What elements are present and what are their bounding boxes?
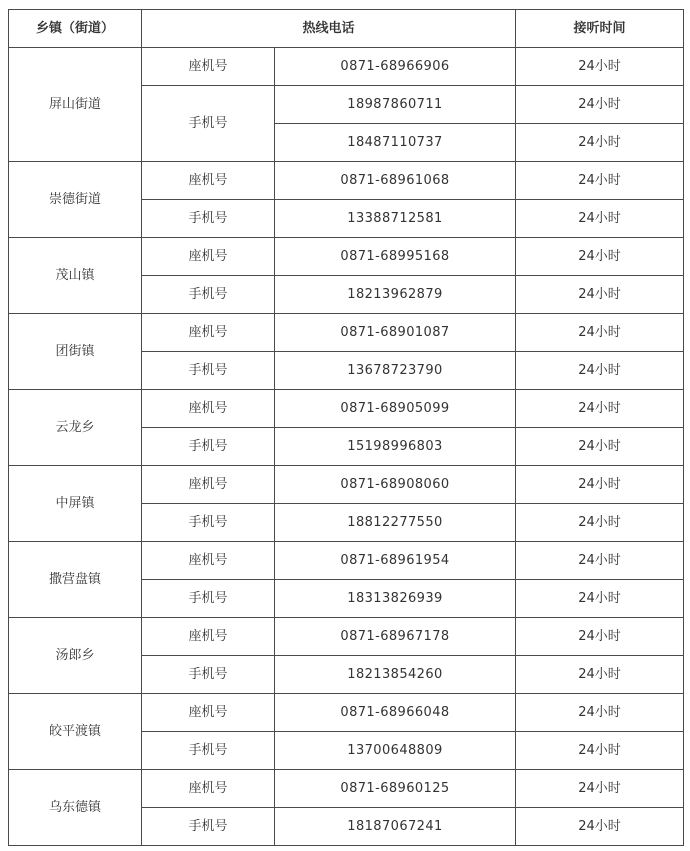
phone-type-cell: 手机号 [142,808,275,846]
table-row [9,162,684,200]
phone-number-cell: 0871-68905099 [275,390,516,428]
table-row [9,314,684,352]
header-hours: 接听时间 [516,10,684,48]
phone-number-cell: 18213962879 [275,276,516,314]
phone-type-cell: 座机号 [142,466,275,504]
township-cell: 撒营盘镇 [9,542,142,618]
phone-type-cell: 座机号 [142,162,275,200]
table-row [9,618,684,656]
hours-cell: 24小时 [516,580,684,618]
phone-number-cell: 0871-68961954 [275,542,516,580]
township-cell: 中屏镇 [9,466,142,542]
phone-number-cell: 15198996803 [275,428,516,466]
phone-type-cell: 手机号 [142,428,275,466]
township-cell: 崇德街道 [9,162,142,238]
phone-type-cell: 手机号 [142,656,275,694]
table-row [9,542,684,580]
phone-type-cell: 座机号 [142,770,275,808]
phone-number-cell: 0871-68908060 [275,466,516,504]
hotline-table [8,9,684,846]
phone-type-cell: 手机号 [142,86,275,162]
hours-cell: 24小时 [516,732,684,770]
hours-cell: 24小时 [516,542,684,580]
header-hotline: 热线电话 [142,10,516,48]
phone-number-cell: 18812277550 [275,504,516,542]
table-row [9,238,684,276]
township-cell: 乌东德镇 [9,770,142,846]
table-row [9,694,684,732]
phone-type-cell: 手机号 [142,200,275,238]
phone-number-cell: 13388712581 [275,200,516,238]
phone-number-cell: 0871-68966048 [275,694,516,732]
phone-type-cell: 座机号 [142,390,275,428]
township-cell: 云龙乡 [9,390,142,466]
table-body [9,48,684,846]
phone-number-cell: 0871-68966906 [275,48,516,86]
hours-cell: 24小时 [516,808,684,846]
phone-number-cell: 18487110737 [275,124,516,162]
hours-cell: 24小时 [516,314,684,352]
hours-cell: 24小时 [516,200,684,238]
phone-type-cell: 手机号 [142,504,275,542]
phone-type-cell: 座机号 [142,542,275,580]
phone-type-cell: 座机号 [142,48,275,86]
hours-cell: 24小时 [516,390,684,428]
hours-cell: 24小时 [516,504,684,542]
table-row [9,466,684,504]
hours-cell: 24小时 [516,86,684,124]
phone-number-cell: 18987860711 [275,86,516,124]
phone-type-cell: 座机号 [142,314,275,352]
phone-number-cell: 0871-68995168 [275,238,516,276]
phone-type-cell: 座机号 [142,238,275,276]
phone-type-cell: 手机号 [142,732,275,770]
hours-cell: 24小时 [516,694,684,732]
phone-number-cell: 13700648809 [275,732,516,770]
phone-type-cell: 手机号 [142,276,275,314]
table-row [9,390,684,428]
phone-number-cell: 13678723790 [275,352,516,390]
phone-type-cell: 手机号 [142,352,275,390]
township-cell: 茂山镇 [9,238,142,314]
hours-cell: 24小时 [516,618,684,656]
hours-cell: 24小时 [516,238,684,276]
hours-cell: 24小时 [516,770,684,808]
hours-cell: 24小时 [516,124,684,162]
hours-cell: 24小时 [516,656,684,694]
phone-number-cell: 0871-68961068 [275,162,516,200]
hours-cell: 24小时 [516,352,684,390]
phone-number-cell: 18213854260 [275,656,516,694]
hours-cell: 24小时 [516,162,684,200]
phone-type-cell: 座机号 [142,694,275,732]
township-cell: 屏山街道 [9,48,142,162]
phone-type-cell: 手机号 [142,580,275,618]
phone-number-cell: 18313826939 [275,580,516,618]
table-row [9,770,684,808]
hours-cell: 24小时 [516,48,684,86]
township-cell: 皎平渡镇 [9,694,142,770]
phone-number-cell: 0871-68960125 [275,770,516,808]
hours-cell: 24小时 [516,428,684,466]
hours-cell: 24小时 [516,466,684,504]
phone-number-cell: 18187067241 [275,808,516,846]
phone-number-cell: 0871-68967178 [275,618,516,656]
table-row [9,48,684,86]
hours-cell: 24小时 [516,276,684,314]
township-cell: 汤郎乡 [9,618,142,694]
phone-number-cell: 0871-68901087 [275,314,516,352]
township-cell: 团街镇 [9,314,142,390]
phone-type-cell: 座机号 [142,618,275,656]
header-township: 乡镇（街道） [9,10,142,48]
table-header-row [9,10,684,48]
